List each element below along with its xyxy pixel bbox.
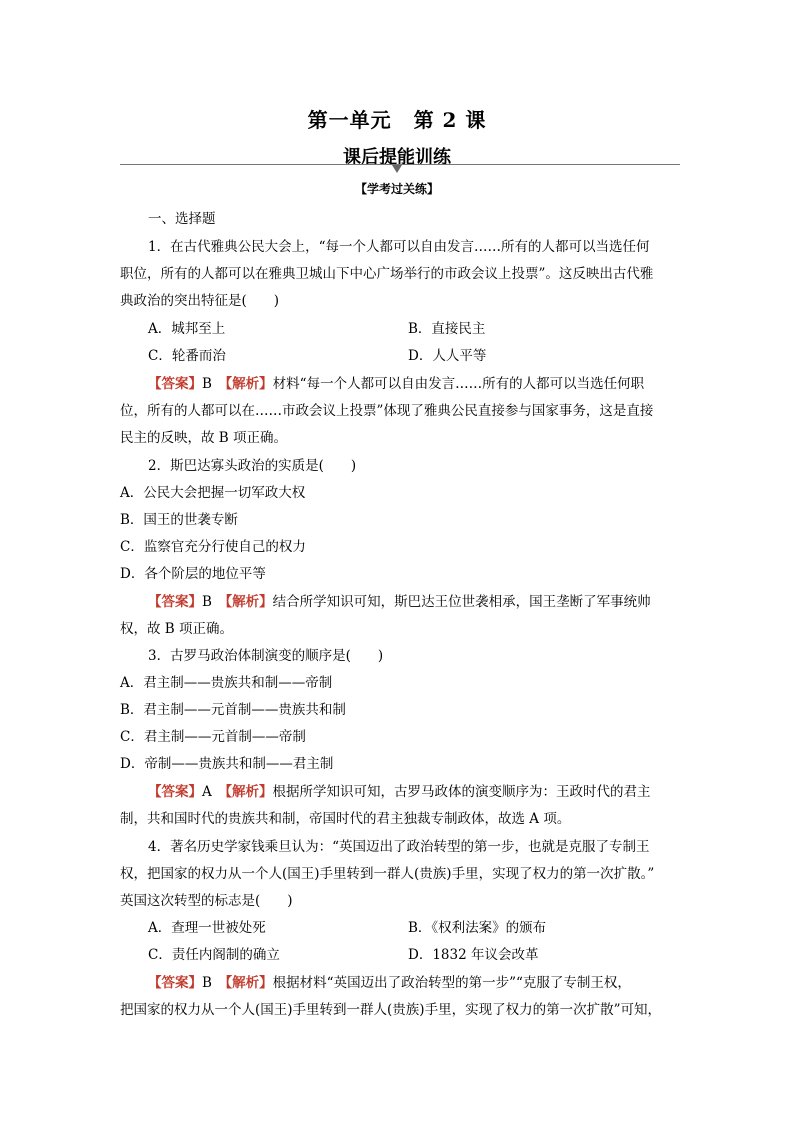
q4-answer-line [148,971,631,991]
page-subtitle: 课后提能训练 [343,147,451,168]
q1-explanation-line-3: 民主的反映，故 B 项正确。 [120,430,288,446]
q4-option-c: C．责任内阁制的确立 [148,947,280,963]
q2-answer-line [148,590,651,610]
q2-option-b: B．国王的世袭专断 [120,512,238,528]
q2-answer: B [202,594,212,610]
q3-option-d: D．帝制——贵族共和制——君主制 [120,756,334,772]
q1-stem-line-1: 1．在古代雅典公民大会上，“每一个人都可以自由发言……所有的人都可以当选任何 [148,239,650,255]
q4-explanation-line-2: 把国家的权力从一个人(国王)手里转到一群人(贵族)手里，实现了权力的第一次扩散”可知， [120,1002,661,1018]
answer-label: 【答案】 [148,594,202,610]
q4-stem-line-2: 权，把国家的权力从一个人(国王)手里转到一群人(贵族)手里，实现了权力的第一次扩散。” [120,866,655,882]
section-heading: 【学考过关练】 [354,182,439,196]
q1-option-d: D．人人平等 [408,348,487,364]
q1-option-a: A．城邦至上 [148,321,226,337]
answer-label: 【答案】 [148,784,202,800]
q4-answer: B [202,975,212,991]
q4-stem-line-1: 4．著名历史学家钱乘旦认为：“英国迈出了政治转型的第一步，也就是克服了专制王 [148,839,650,855]
analysis-label: 【解析】 [225,975,273,991]
q1-explanation-line-2: 位，所有的人都可以在……市政会议上投票”体现了雅典公民直接参与国家事务，这是直接 [120,403,654,419]
q1-stem-line-2: 职位，所有的人都可以在雅典卫城山下中心广场举行的市政会议上投票”。这反映出古代雅 [120,266,654,282]
q1-option-b: B．直接民主 [408,321,486,337]
q1-explanation-start: 材料“每一个人都可以自由发言……所有的人都可以当选任何职 [272,376,645,392]
q4-option-a: A．查理一世被处死 [148,920,266,936]
q2-stem: 2．斯巴达寡头政治的实质是( ) [148,458,357,474]
unit-label: 第一单元 [307,108,392,132]
q1-answer: B [202,376,212,392]
q3-explanation-line-2: 制，共和国时代的贵族共和制，帝国时代的君主独裁专制政体，故选 A 项。 [120,811,571,827]
analysis-label: 【解析】 [225,594,273,610]
q4-option-b: B．《权利法案》的颁布 [408,920,547,936]
q4-option-d: D．1832 年议会改革 [408,947,539,963]
analysis-label: 【解析】 [225,376,273,392]
q2-option-d: D．各个阶层的地位平等 [120,566,266,582]
q4-stem-line-3: 英国这次转型的标志是( ) [120,893,293,909]
q2-option-c: C．监察官充分行使自己的权力 [120,539,306,555]
q1-option-c: C．轮番而治 [148,348,226,364]
page-title [0,104,794,133]
q2-explanation-line-2: 权，故 B 项正确。 [120,621,234,637]
answer-label: 【答案】 [148,975,202,991]
q3-option-c: C．君主制——元首制——帝制 [120,729,306,745]
analysis-label: 【解析】 [225,784,273,800]
q3-option-b: B．君主制——元首制——贵族共和制 [120,702,346,718]
lesson-label: 第 2 课 [413,108,487,132]
q3-answer-line [148,780,651,800]
part-heading: 一、选择题 [148,211,216,227]
q2-option-a: A．公民大会把握一切军政大权 [120,485,306,501]
q3-answer: A [202,784,212,800]
triangle-marker-icon [392,165,402,173]
q3-stem: 3．古罗马政治体制演变的顺序是( ) [148,648,384,664]
q4-explanation-start: 根据材料“英国迈出了政治转型的第一步”“克服了专制王权， [272,975,631,991]
answer-label: 【答案】 [148,376,202,392]
q1-answer-line [148,372,644,392]
q2-explanation-start: 结合所学知识可知，斯巴达王位世袭相承，国王垄断了军事统帅 [272,594,651,610]
q3-explanation-start: 根据所学知识可知，古罗马政体的演变顺序为：王政时代的君主 [272,784,651,800]
q3-option-a: A．君主制——贵族共和制——帝制 [120,675,333,691]
q1-stem-line-3: 典政治的突出特征是( ) [120,293,280,309]
